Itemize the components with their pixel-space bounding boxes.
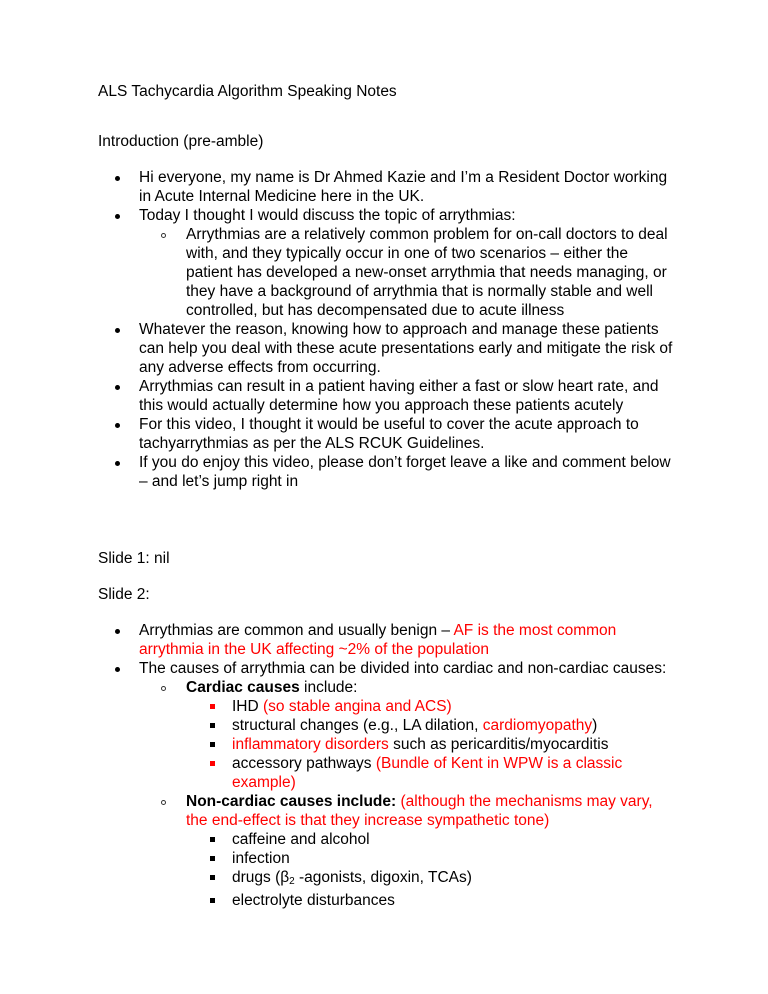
intro-heading: Introduction (pre-amble): [98, 133, 264, 150]
cause-item: inflammatory disorders such as pericarditis/myocarditis: [232, 736, 609, 753]
sub-list-item: Arrythmias are a relatively common problem for on-call doctors to deal with, and they typically occur in one of two scenarios – either the patient has developed a new-onset arrythmia that needs managing, or they have a background of arrythmia that is normally stable and well controlled, but has decompensated due to acute illness: [186, 226, 668, 319]
cause-item: drugs ($\beta_2$ -agonists, digoxin, TCAs): [232, 869, 472, 887]
list-item: For this video, I thought it would be useful to cover the acute approach to tachyarrythmias as per the ALS RCUK Guidelines.: [139, 416, 639, 452]
list-item: If you do enjoy this video, please don’t forget leave a like and comment below – and let’s jump right in: [139, 454, 671, 490]
cause-item: IHD (so stable angina and ACS): [232, 698, 452, 715]
list-item: Today I thought I would discuss the topic of arrythmias: Arrythmias are a relatively common problem for on-call doctors to deal with, and they typically occur in one of two scenarios – either the patient has developed a new-onset arrythmia that needs managing, or they have a background of arrythmia that is normally stable and well controlled, but has decompensated due to acute illness: [98, 206, 673, 320]
document-page: [98, 82, 673, 910]
slide1-note: Slide 1: nil: [98, 550, 170, 567]
slide2-heading: Slide 2:: [98, 586, 150, 603]
cause-item: structural changes (e.g., LA dilation, cardiomyopathy): [232, 717, 598, 734]
sub-list-item-cardiac: Cardiac causes include: IHD (so stable angina and ACS) structural changes (e.g., LA dilation, cardiomyopathy) inflammatory disorders such as pericarditis/myocarditis accessory pathways (Bundle of Kent in WPW is a classic example): [139, 678, 673, 792]
list-item: Hi everyone, my name is Dr Ahmed Kazie and I’m a Resident Doctor working in Acute Internal Medicine here in the UK.: [139, 169, 668, 205]
list-item: Whatever the reason, knowing how to approach and manage these patients can help you deal with these acute presentations early and mitigate the risk of any adverse effects from occurring.: [139, 321, 673, 376]
list-item: Arrythmias are common and usually benign – AF is the most common arrythmia in the UK affecting ~2% of the population: [139, 622, 617, 658]
document-title: ALS Tachycardia Algorithm Speaking Notes: [98, 83, 397, 100]
sub-list-item-noncardiac: Non-cardiac causes include: (although the mechanisms may vary, the end-effect is that they increase sympathetic tone) caffeine and alcohol infection drugs ($\beta_2$ -agonists, digoxin, TCAs) electrolyte disturbances: [139, 792, 673, 910]
intro-list: [98, 168, 673, 491]
list-item: Arrythmias can result in a patient having either a fast or slow heart rate, and this would actually determine how you approach these patients acutely: [139, 378, 659, 414]
cause-item: infection: [232, 850, 290, 867]
cause-item: caffeine and alcohol: [232, 831, 370, 848]
list-item: The causes of arrythmia can be divided into cardiac and non-cardiac causes: Cardiac causes include: IHD (so stable angina and ACS) structural changes (e.g., LA dilation, cardiomyopathy) inflammatory disorders such as pericarditis/myocarditis accessory pathways (Bundle of Kent in WPW is a classic example) Non-cardiac causes include: (although the mechanisms may vary, the end-effect is that they increase sympathetic tone) caffeine and alcohol infection drugs ($\beta_2$ -agonists, digoxin, TCAs) electrolyte disturbances: [98, 659, 673, 910]
cause-item: accessory pathways (Bundle of Kent in WPW is a classic example): [232, 755, 623, 791]
cause-item: electrolyte disturbances: [232, 892, 395, 909]
slide2-list: [98, 621, 673, 910]
